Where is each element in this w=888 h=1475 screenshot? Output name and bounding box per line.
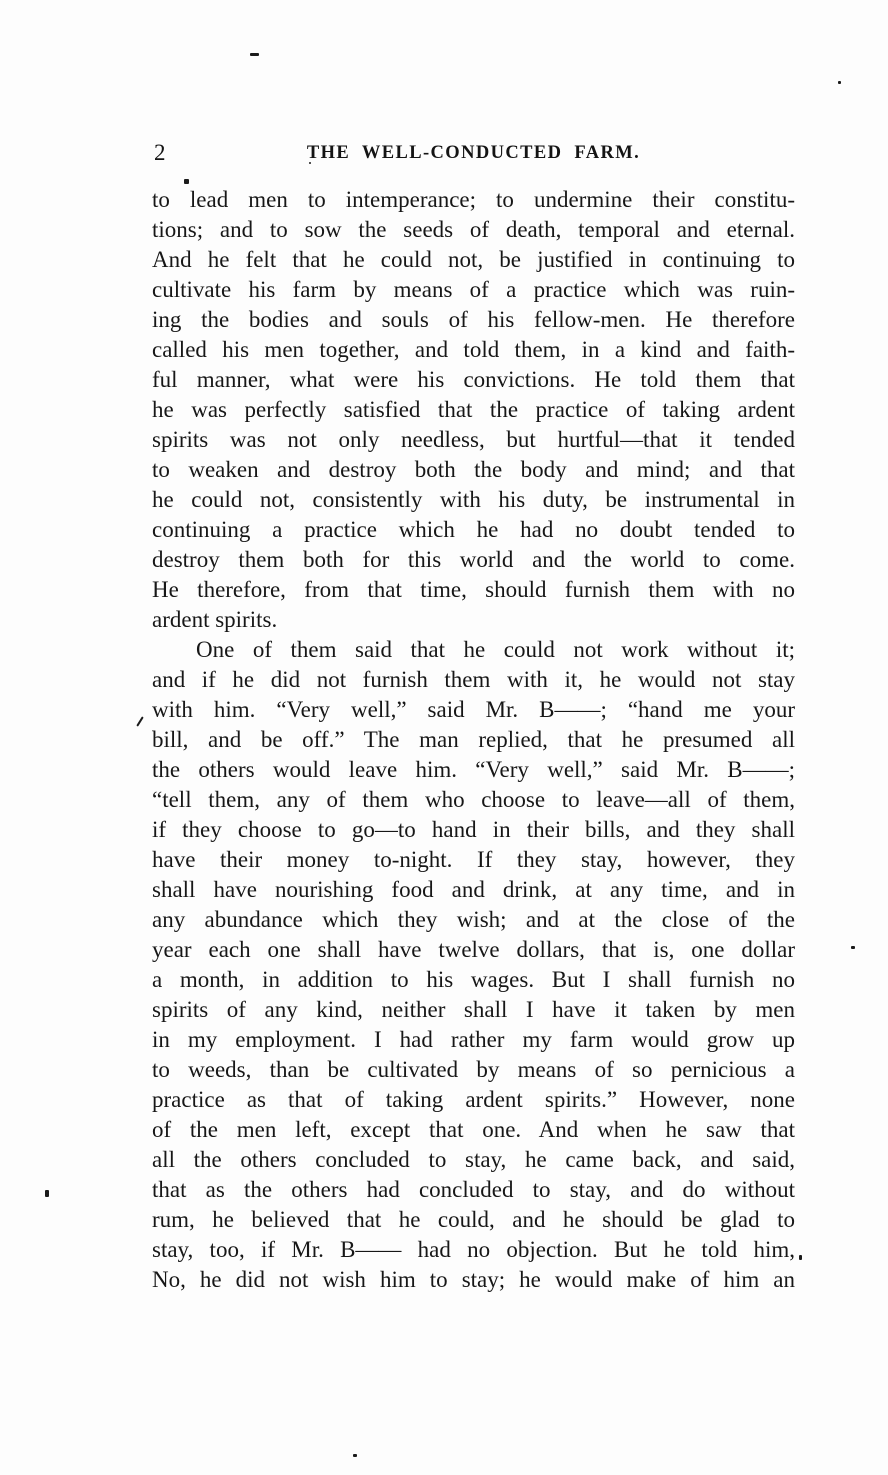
text-line: He therefore, from that time, should furnish them with no xyxy=(152,577,795,602)
text-line: any abundance which they wish; and at the close of the xyxy=(152,907,795,932)
text-line: destroy them both for this world and the world to come. xyxy=(152,547,795,572)
text-line: cultivate his farm by means of a practice which was ruin- xyxy=(152,277,795,302)
text-line: ful manner, what were his convictions. He told them that xyxy=(152,367,795,392)
text-line: spirits of any kind, neither shall I have it taken by men xyxy=(152,997,795,1022)
scan-speck xyxy=(353,1454,357,1457)
text-line: year each one shall have twelve dollars, that is, one dollar xyxy=(152,937,795,962)
text-line: to weaken and destroy both the body and mind; and that xyxy=(152,457,795,482)
text-line: shall have nourishing food and drink, at any time, and in xyxy=(152,877,795,902)
page-header xyxy=(152,141,795,165)
text-line: called his men together, and told them, in a kind and faith- xyxy=(152,337,795,362)
text-line: practice as that of taking ardent spirits.” However, none xyxy=(152,1087,795,1112)
text-line: bill, and be off.” The man replied, that he presumed all xyxy=(152,727,795,752)
text-line: he could not, consistently with his duty, be instrumental in xyxy=(152,487,795,512)
text-line: And he felt that he could not, be justified in continuing to xyxy=(152,247,795,272)
text-line: rum, he believed that he could, and he should be glad to xyxy=(152,1207,795,1232)
text-line: with him. “Very well,” said Mr. B——; “hand me your xyxy=(152,697,795,722)
text-line: “tell them, any of them who choose to leave—all of them, xyxy=(152,787,795,812)
scan-speck xyxy=(851,946,855,949)
text-line: if they choose to go—to hand in their bills, and they shall xyxy=(152,817,795,842)
text-line: in my employment. I had rather my farm would grow up xyxy=(152,1027,795,1052)
text-line: to lead men to intemperance; to undermine their constitu- xyxy=(152,187,795,212)
text-line: stay, too, if Mr. B—— had no objection. But he told him, xyxy=(152,1237,795,1262)
scan-speck xyxy=(250,53,259,56)
text-line: spirits was not only needless, but hurtful—that it tended xyxy=(152,427,795,452)
page-body xyxy=(152,185,795,1295)
text-line: tions; and to sow the seeds of death, temporal and eternal. xyxy=(152,217,795,242)
text-line: ardent spirits. xyxy=(152,607,278,632)
text-line: the others would leave him. “Very well,” said Mr. B——; xyxy=(152,757,795,782)
text-line: have their money to-night. If they stay, however, they xyxy=(152,847,795,872)
scan-speck xyxy=(799,1255,802,1260)
text-line: ing the bodies and souls of his fellow-men. He therefore xyxy=(152,307,795,332)
text-line: to weeds, than be cultivated by means of so pernicious a xyxy=(152,1057,795,1082)
text-line: of the men left, except that one. And when he saw that xyxy=(152,1117,795,1142)
text-line: all the others concluded to stay, he came back, and said, xyxy=(152,1147,795,1172)
scan-speck xyxy=(45,1190,49,1197)
page-number: 2 xyxy=(154,140,166,165)
text-line: and if he did not furnish them with it, he would not stay xyxy=(152,667,795,692)
text-line: One of them said that he could not work without it; xyxy=(196,637,795,662)
text-line: he was perfectly satisfied that the practice of taking ardent xyxy=(152,397,795,422)
running-title: THE WELL-CONDUCTED FARM. xyxy=(306,143,641,163)
text-line: No, he did not wish him to stay; he would make of him an xyxy=(152,1267,795,1292)
scan-speck xyxy=(838,81,841,84)
text-line: that as the others had concluded to stay, and do without xyxy=(152,1177,795,1202)
text-line: a month, in addition to his wages. But I shall furnish no xyxy=(152,967,795,992)
page-content xyxy=(152,141,795,1295)
text-line: continuing a practice which he had no doubt tended to xyxy=(152,517,795,542)
scan-speck xyxy=(136,716,144,726)
